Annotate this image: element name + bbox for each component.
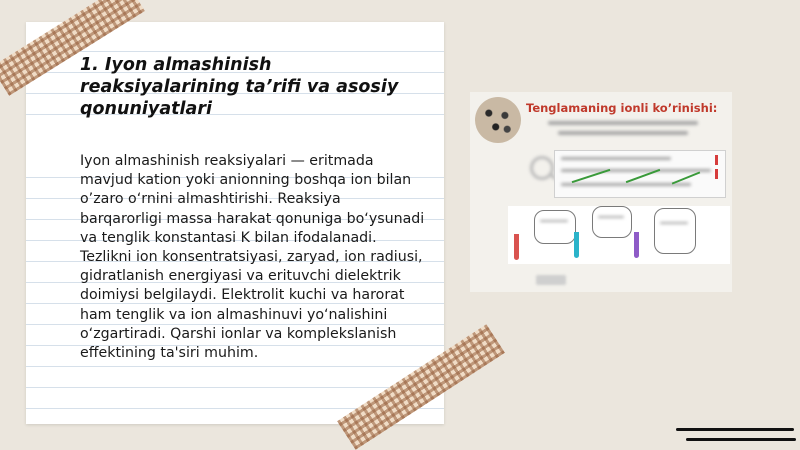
molecule-avatar <box>475 97 521 143</box>
slide-body-text: Iyon almashinish reaksiyalari — eritmada mavjud kation yoki anionning boshqa ion bilan o’zaro o‘rnini almashtirishi. Reaksiya barqarorligi massa harakat qonuniga bo‘ysunadi va tenglik konstantasi K bilan ifodalanadi. Tezlikni ion konsentratsiyasi, zaryad, ion radiusi, gidratlanish energiyasi va erituvchi dielektrik doimiysi belgilaydi. Elektrolit kuchi va harorat ham tenglik va ion almashinuvi yo‘nalishini o‘zgartiradi. Qarshi ionlar va komplekslanish effektining ta'siri muhim. <box>80 153 425 362</box>
blurred-text-lines <box>548 119 718 143</box>
reaction-diagram <box>508 206 730 264</box>
decorative-line <box>686 438 796 441</box>
image-caption: Tenglamaning ionli ko’rinishi: <box>526 101 718 115</box>
search-icon <box>530 156 554 180</box>
equation-box <box>554 150 726 198</box>
slide-title: 1. Iyon almashinish reaksiyalarining ta’rifi va asosiy qonuniyatlari <box>80 55 399 119</box>
blurred-logo <box>536 275 566 285</box>
reaction-equation-image <box>470 92 732 292</box>
decorative-line <box>676 428 794 431</box>
